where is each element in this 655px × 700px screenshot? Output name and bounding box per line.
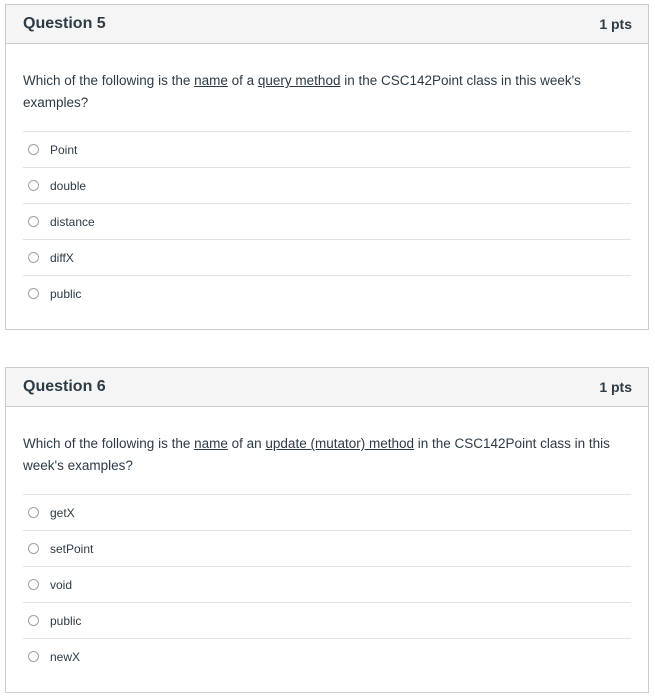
answer-list [23,494,631,674]
question-text-part: Which of the following is the [23,73,195,88]
question-points: 1 pts [599,379,632,395]
question-title: Question 5 [23,15,106,32]
answer-option[interactable] [23,168,631,204]
question-points: 1 pts [599,16,632,32]
answer-option[interactable] [23,276,631,311]
question-text-part: of a [227,73,258,88]
question-text-underlined: update (mutator) method [265,436,414,451]
radio-button[interactable] [28,579,39,590]
radio-button[interactable] [28,180,39,191]
answer-option[interactable] [23,495,631,531]
radio-button[interactable] [28,651,39,662]
question-6-card [5,367,649,693]
answer-option[interactable] [23,204,631,240]
answer-option[interactable] [23,132,631,168]
answer-label: public [50,613,82,628]
question-text-part: in the CSC142Point class in this week's examples? [23,73,581,110]
question-text [23,433,630,477]
answer-label: setPoint [50,541,94,556]
question-text-part: Which of the following is the [23,436,195,451]
answer-option[interactable] [23,240,631,276]
radio-button[interactable] [28,615,39,626]
question-title: Question 6 [23,378,106,395]
answer-label: getX [50,505,75,520]
question-text-part: in the CSC142Point class in this week's examples? [23,436,610,473]
question-header [6,368,648,407]
answer-label: double [50,178,87,193]
question-text-underlined: name [194,436,228,451]
question-text-underlined: query method [257,73,341,88]
answer-label: void [50,577,73,592]
answer-option[interactable] [23,531,631,567]
answer-label: diffX [50,250,74,265]
answer-option[interactable] [23,603,631,639]
question-text [23,70,630,114]
question-header [6,5,648,44]
radio-button[interactable] [28,144,39,155]
answer-list [23,131,631,311]
radio-button[interactable] [28,543,39,554]
question-text-underlined: name [194,73,228,88]
answer-label: distance [50,214,95,229]
answer-label: public [50,286,82,301]
answer-option[interactable] [23,639,631,674]
answer-option[interactable] [23,567,631,603]
radio-button[interactable] [28,252,39,263]
answer-label: Point [50,142,78,157]
question-5-card [5,4,649,330]
radio-button[interactable] [28,288,39,299]
answer-label: newX [50,649,81,664]
radio-button[interactable] [28,216,39,227]
radio-button[interactable] [28,507,39,518]
question-text-part: of an [227,436,266,451]
